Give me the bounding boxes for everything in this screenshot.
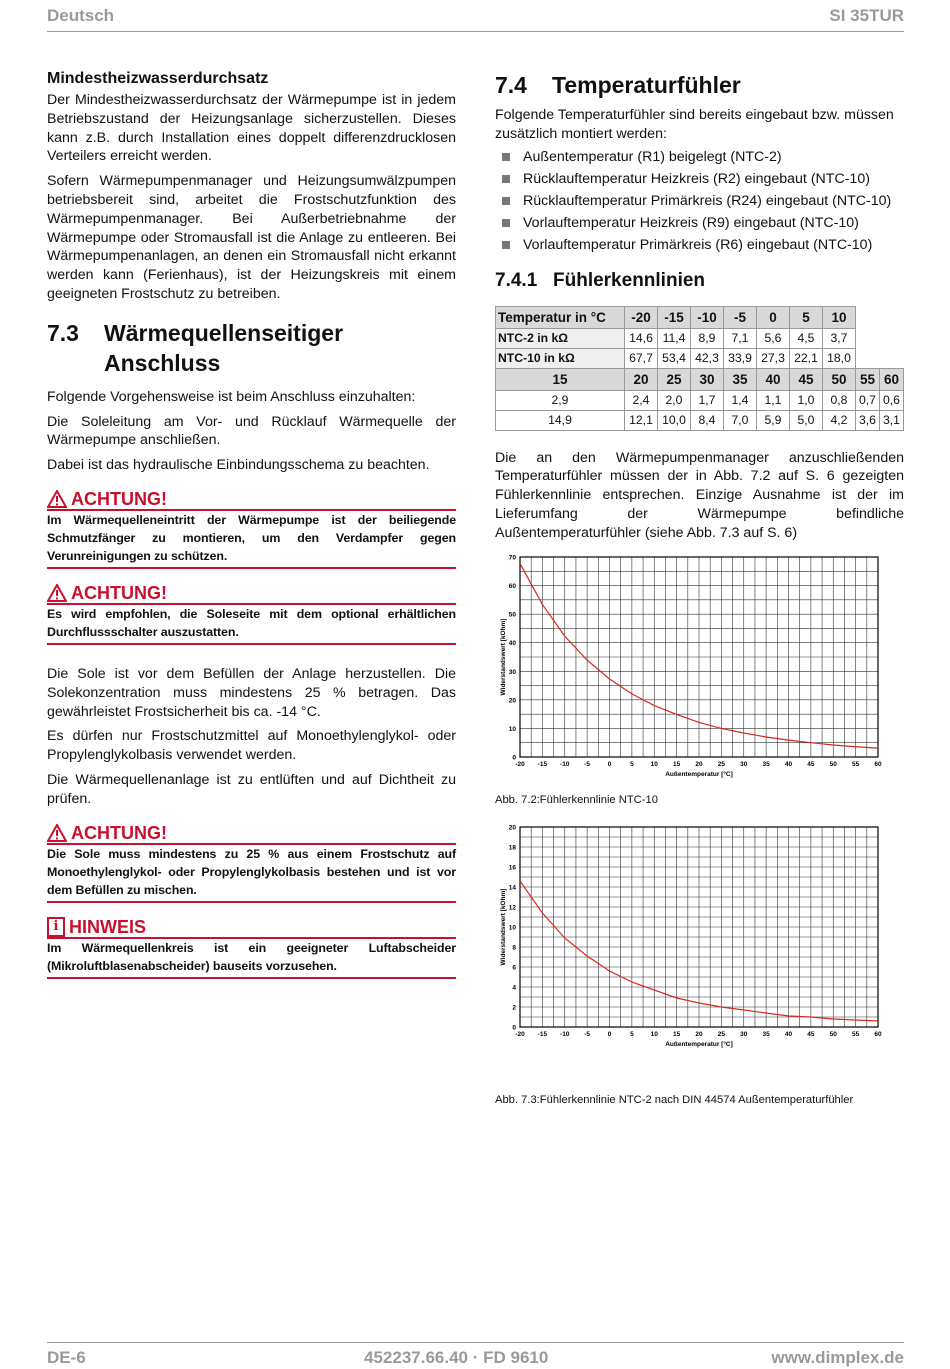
- table-cell: 11,4: [658, 328, 691, 348]
- x-tick-label: 0: [607, 1031, 612, 1039]
- x-axis-label: Außentemperatur [°C]: [665, 770, 733, 778]
- x-tick-label: 35: [762, 1031, 770, 1039]
- subsection-heading-7-4-1: [495, 270, 904, 292]
- table-cell: 0,7: [856, 390, 880, 410]
- y-tick-label: 14: [508, 884, 516, 892]
- info-notice: [47, 917, 456, 979]
- subsection-number: 7.4.1: [495, 269, 538, 291]
- table-cell: 60: [879, 368, 903, 390]
- x-tick-label: 35: [762, 760, 770, 768]
- table-row: [496, 348, 904, 368]
- x-tick-label: 40: [784, 1031, 793, 1039]
- x-tick-label: -5: [584, 1031, 591, 1039]
- table-row: [496, 390, 904, 410]
- y-tick-label: 70: [508, 554, 516, 562]
- warning-title: ACHTUNG!: [71, 582, 167, 603]
- x-tick-label: 55: [852, 760, 860, 768]
- table-cell: 1,1: [757, 390, 790, 410]
- y-tick-label: 16: [508, 864, 516, 872]
- paragraph: Der Mindestheizwasserdurchsatz der Wärmepumpe ist in jedem Betriebszustand der Heizungsanlage sicherzustellen. Dieses kann z.B. durch Installation eines doppelt differenzdrucklosen Verteilers erreicht werden.: [47, 92, 456, 165]
- table-cell: 55: [856, 368, 880, 390]
- y-tick-label: 6: [512, 964, 516, 972]
- sensor-list-item: Außentemperatur (R1) beigelegt (NTC-2): [495, 146, 904, 168]
- table-cell: 50: [823, 368, 856, 390]
- footer-document-number: 452237.66.40 · FD 9610: [364, 1348, 549, 1367]
- x-tick-label: -20: [515, 760, 525, 768]
- x-axis-label: Außentemperatur [°C]: [665, 1041, 733, 1049]
- table-cell: 0,8: [823, 390, 856, 410]
- table-cell: -15: [658, 306, 691, 328]
- table-cell: 5,0: [790, 410, 823, 430]
- table-cell: 4,5: [790, 328, 823, 348]
- y-tick-label: 30: [508, 668, 516, 676]
- x-tick-label: -15: [537, 1031, 548, 1039]
- sensor-list-item: Rücklauftemperatur Primärkreis (R24) eingebaut (NTC-10): [495, 190, 904, 212]
- y-tick-label: 40: [508, 639, 516, 647]
- table-cell: 14,6: [625, 328, 658, 348]
- section-heading-7-4: [495, 70, 904, 100]
- x-tick-label: 5: [630, 1031, 634, 1039]
- left-column: [47, 70, 456, 991]
- warning-title: ACHTUNG!: [71, 822, 167, 843]
- warning-header: [47, 823, 456, 845]
- right-column: [495, 70, 904, 1110]
- paragraph: Folgende Vorgehensweise ist beim Anschluss einzuhalten:: [47, 388, 416, 405]
- x-tick-label: 60: [874, 1031, 882, 1039]
- footer-rule: [47, 1342, 904, 1343]
- subsection-title: Fühlerkennlinien: [553, 269, 706, 291]
- warning-triangle-icon: [47, 824, 67, 842]
- table-cell: 30: [691, 368, 724, 390]
- table-row: [496, 368, 904, 390]
- table-cell: 33,9: [724, 348, 757, 368]
- x-tick-label: 0: [607, 760, 612, 768]
- paragraph: Die Wärmequellenanlage ist zu entlüften und auf Dichtheit zu prüfen.: [47, 771, 456, 807]
- heading-mindestheizwasserdurchsatz: Mindestheizwasserdurchsatz: [47, 70, 269, 87]
- info-text: Im Wärmequellenkreis ist ein geeigneter Luftabscheider (Mikroluftblasenabscheider) bauseits vorzusehen.: [47, 939, 456, 979]
- paragraph: Sofern Wärmepumpenmanager und Heizungsumwälzpumpen betriebsbereit sind, arbeitet die Frostschutzfunktion des Wärmepumpenmanager. Bei Außerbetriebnahme der Wärmepumpe oder Stromausfall ist die Anlage zu entleeren. Bei Wärmepumpenanlagen, an denen ein Stromausfall nicht erkannt werden kann (Ferienhaus), ist der Heizungskreis mit einem geeigneten Frostschutz zu betreiben.: [47, 173, 456, 302]
- warning-triangle-icon: [47, 584, 67, 602]
- table-cell: 2,9: [496, 390, 625, 410]
- table-cell: 3,1: [879, 410, 903, 430]
- y-tick-label: 60: [508, 582, 516, 590]
- table-cell: 15: [496, 368, 625, 390]
- paragraph: Dabei ist das hydraulische Einbindungsschema zu beachten.: [47, 457, 430, 474]
- table-cell: -5: [724, 306, 757, 328]
- table-row-label: NTC-10 in kΩ: [496, 348, 625, 368]
- x-tick-label: 30: [740, 760, 748, 768]
- table-cell: 14,9: [496, 410, 625, 430]
- x-tick-label: 5: [630, 760, 634, 768]
- table-cell: 10,0: [658, 410, 691, 430]
- warning-header: [47, 489, 456, 511]
- table-cell: 8,4: [691, 410, 724, 430]
- header-rule: [47, 31, 904, 32]
- x-tick-label: -20: [515, 1031, 525, 1039]
- y-tick-label: 2: [512, 1004, 516, 1012]
- table-cell: 4,2: [823, 410, 856, 430]
- y-tick-label: 20: [508, 824, 516, 832]
- table-cell: 2,0: [658, 390, 691, 410]
- x-tick-label: 40: [784, 760, 793, 768]
- section-title-line1: Wärmequellenseitiger: [104, 319, 344, 346]
- table-cell: 0,6: [879, 390, 903, 410]
- x-tick-label: 15: [673, 760, 681, 768]
- table-cell: 22,1: [790, 348, 823, 368]
- y-tick-label: 10: [508, 924, 516, 932]
- paragraph: Folgende Temperaturfühler sind bereits eingebaut bzw. müssen zusätzlich montiert werden:: [495, 107, 894, 142]
- table-cell: 67,7: [625, 348, 658, 368]
- x-tick-label: -15: [537, 760, 548, 768]
- y-tick-label: 8: [512, 944, 516, 952]
- y-axis-label: Widerstandswert [kOhm]: [500, 618, 507, 696]
- table-cell: 27,3: [757, 348, 790, 368]
- x-tick-label: 45: [807, 1031, 815, 1039]
- y-tick-label: 12: [508, 904, 516, 912]
- sensor-list-item: Vorlauftemperatur Heizkreis (R9) eingebaut (NTC-10): [495, 212, 904, 234]
- table-cell: 5: [790, 306, 823, 328]
- y-tick-label: 10: [508, 725, 516, 733]
- x-tick-label: 50: [829, 1031, 837, 1039]
- footer-website: www.dimplex.de: [771, 1348, 904, 1367]
- table-row: [496, 410, 904, 430]
- x-tick-label: 15: [673, 1031, 681, 1039]
- table-cell: 12,1: [625, 410, 658, 430]
- table-cell: 42,3: [691, 348, 724, 368]
- warning-text: Im Wärmequelleneintritt der Wärmepumpe ist der beiliegende Schmutzfänger zu montieren, um den Verdampfer gegen Verunreinigungen zu schützen.: [47, 511, 456, 569]
- table-row-label: NTC-2 in kΩ: [496, 328, 625, 348]
- sensor-characteristic-table: [495, 306, 904, 431]
- x-tick-label: -10: [560, 1031, 570, 1039]
- section-number: 7.3: [47, 319, 79, 346]
- x-tick-label: -10: [560, 760, 570, 768]
- x-tick-label: 25: [717, 760, 725, 768]
- x-tick-label: 25: [717, 1031, 725, 1039]
- warning-text: Es wird empfohlen, die Soleseite mit dem optional erhältlichen Durchflussschalter auszustatten.: [47, 605, 456, 645]
- section-title: Temperaturfühler: [552, 72, 741, 98]
- warning-notice: [47, 489, 456, 569]
- ntc-10-chart: [495, 551, 904, 787]
- table-cell: 53,4: [658, 348, 691, 368]
- section-heading-7-3: [47, 318, 456, 378]
- ntc-2-chart: [495, 821, 904, 1057]
- figure-caption: Abb. 7.2:Fühlerkennlinie NTC-10: [495, 793, 658, 806]
- x-tick-label: 10: [650, 760, 658, 768]
- paragraph: Die Soleleitung am Vor- und Rücklauf Wärmequelle der Wärmepumpe anschließen.: [47, 413, 456, 449]
- x-tick-label: 50: [829, 760, 837, 768]
- paragraph: Es dürfen nur Frostschutzmittel auf Monoethylenglykol- oder Propylenglykolbasis verwendet werden.: [47, 728, 456, 764]
- table-cell: 2,4: [625, 390, 658, 410]
- table-cell: 20: [625, 368, 658, 390]
- warning-text: Die Sole muss mindestens zu 25 % aus einem Frostschutz auf Monoethylenglykol- oder Propylenglykolbasis bestehen und ist vor dem Befüllen zu mischen.: [47, 845, 456, 903]
- warning-notice: [47, 823, 456, 903]
- info-header: [47, 917, 456, 939]
- table-cell: 0: [757, 306, 790, 328]
- footer-page-number: DE-6: [47, 1348, 86, 1367]
- y-tick-label: 0: [512, 754, 516, 762]
- warning-notice: [47, 583, 456, 645]
- info-title: HINWEIS: [69, 916, 147, 937]
- table-cell: 5,6: [757, 328, 790, 348]
- sensor-list-item: Rücklauftemperatur Heizkreis (R2) eingebaut (NTC-10): [495, 168, 904, 190]
- table-row: [496, 306, 904, 328]
- table-cell: 35: [724, 368, 757, 390]
- paragraph: Die Sole ist vor dem Befüllen der Anlage herzustellen. Die Solekonzentration muss mindestens 25 % betragen. Das gewährleistet Frostsicherheit bis ca. -14 °C.: [47, 665, 456, 720]
- x-tick-label: 20: [695, 1031, 703, 1039]
- y-tick-label: 20: [508, 696, 516, 704]
- table-cell: 8,9: [691, 328, 724, 348]
- x-tick-label: 55: [852, 1031, 860, 1039]
- info-icon: i: [47, 917, 65, 937]
- y-tick-label: 4: [512, 984, 516, 992]
- warning-title: ACHTUNG!: [71, 488, 167, 509]
- header-model: SI 35TUR: [829, 6, 904, 25]
- table-cell: 1,7: [691, 390, 724, 410]
- figure-caption: Abb. 7.3:Fühlerkennlinie NTC-2 nach DIN 44574 Außentemperaturfühler: [495, 1094, 854, 1107]
- table-cell: 3,7: [823, 328, 856, 348]
- table-row: [496, 328, 904, 348]
- table-cell: 1,0: [790, 390, 823, 410]
- x-tick-label: -5: [584, 760, 591, 768]
- header-language: Deutsch: [47, 6, 115, 25]
- table-cell: 25: [658, 368, 691, 390]
- y-axis-label: Widerstandswert [kOhm]: [500, 888, 507, 966]
- warning-header: [47, 583, 456, 605]
- section-title-line2: Anschluss: [104, 349, 221, 376]
- table-cell: 1,4: [724, 390, 757, 410]
- table-cell: 3,6: [856, 410, 880, 430]
- table-cell: 45: [790, 368, 823, 390]
- y-tick-label: 50: [508, 611, 516, 619]
- x-tick-label: 20: [695, 760, 703, 768]
- table-cell: -10: [691, 306, 724, 328]
- table-cell: 7,0: [724, 410, 757, 430]
- table-row-label: Temperatur in °C: [496, 306, 625, 328]
- table-cell: 5,9: [757, 410, 790, 430]
- x-tick-label: 45: [807, 760, 815, 768]
- y-tick-label: 18: [508, 844, 516, 852]
- table-cell: 7,1: [724, 328, 757, 348]
- table-cell: -20: [625, 306, 658, 328]
- x-tick-label: 30: [740, 1031, 748, 1039]
- paragraph: Die an den Wärmepumpenmanager anzuschließenden Temperaturfühler müssen der in Abb. 7.2 auf S. 6 gezeigten Fühlerkennlinie entsprechen. Einzige Ausnahme ist der im Lieferumfang der Wärmepumpe befindliche Außentemperaturfühler (siehe Abb. 7.3 auf S. 6): [495, 449, 904, 541]
- x-tick-label: 10: [650, 1031, 658, 1039]
- table-cell: 40: [757, 368, 790, 390]
- table-cell: 10: [823, 306, 856, 328]
- section-number: 7.4: [495, 72, 527, 98]
- warning-triangle-icon: [47, 490, 67, 508]
- y-tick-label: 0: [512, 1024, 516, 1032]
- x-tick-label: 60: [874, 760, 882, 768]
- table-cell: 18,0: [823, 348, 856, 368]
- sensor-list-item: Vorlauftemperatur Primärkreis (R6) eingebaut (NTC-10): [495, 234, 904, 256]
- sensor-list: [495, 146, 904, 256]
